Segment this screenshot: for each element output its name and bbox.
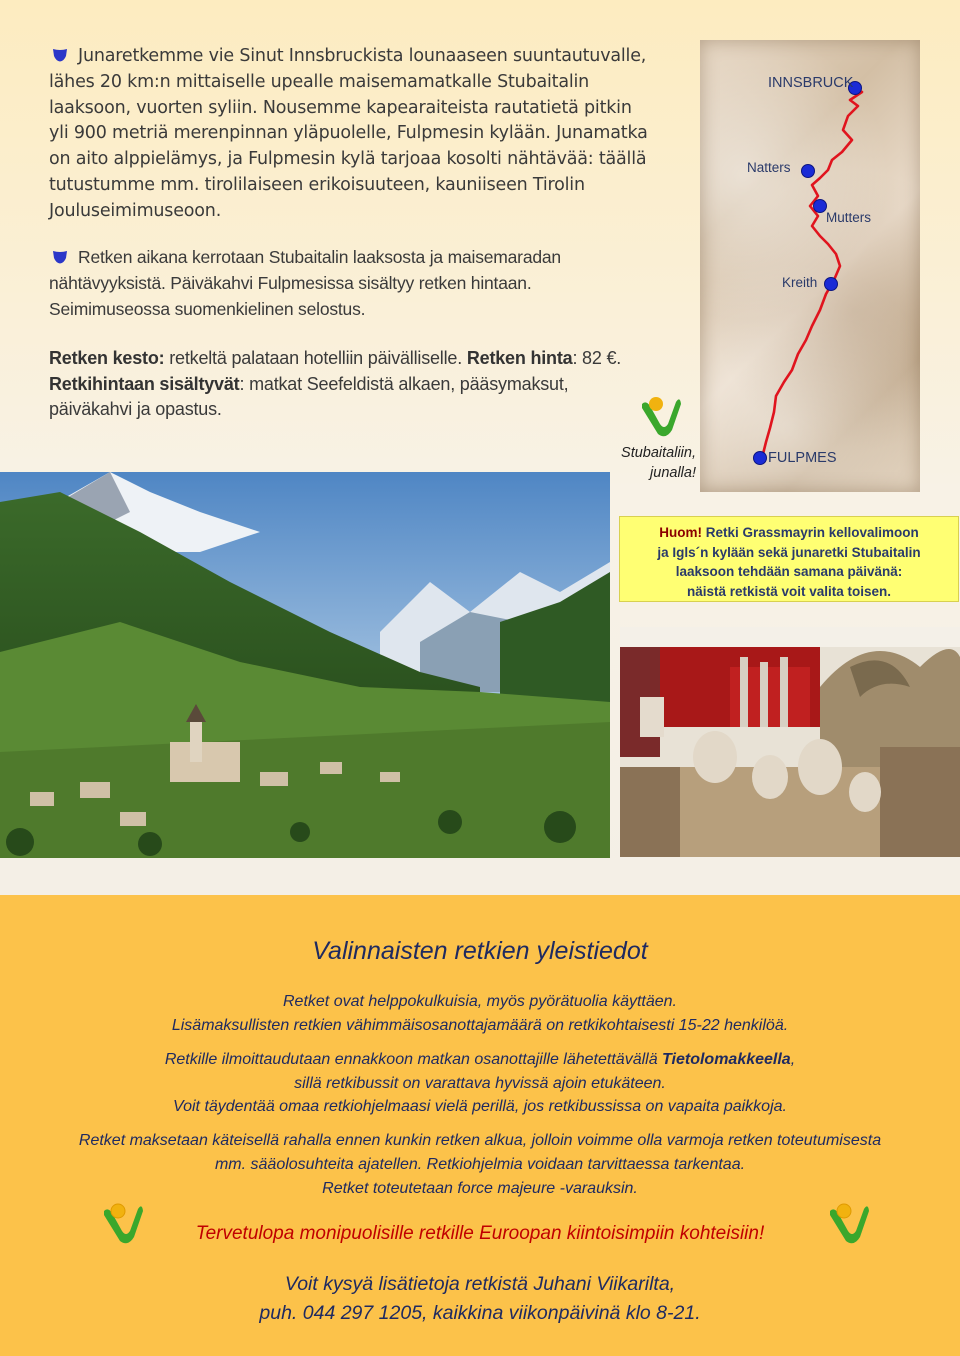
duration-text: retkeltä palataan hotelliin päivälliselle. (164, 348, 467, 368)
stop-natters (802, 165, 815, 178)
crib-museum-image (620, 627, 960, 857)
general-info-title: Valinnaisten retkien yleistiedot (312, 937, 648, 965)
shield-bullet-icon (52, 48, 68, 62)
contact-line-1: Voit kysyä lisätietoja retkistä Juhani Viikarilta, (284, 1273, 676, 1295)
includes-text: : matkat Seefeldistä alkaen, pääsymaksut, päiväkahvi ja opastus. (49, 373, 569, 419)
stubaital-valley-photo (0, 472, 610, 858)
info-line-5: Voit täydentää omaa retkiohjelmaasi vielä perillä, jos retkibussissa on vapaita paikkoja. (173, 1098, 787, 1115)
intro-paragraph-1: Junaretkemme vie Sinut Innsbruckista lounaaseen suuntautuvalle, lähes 20 km:n mittaiselle upealle maisemamatkalle Stubaitalin laaksoon, vuorten syliin. Nousemme kapearaiteista rautatietä pitkin yli 900 metriä merenpinnan yläpuolelle, Fulpmesin kylään. Junamatka on aito alppielämys, ja Fulpmesin kylä tarjoaa kosolti nähtävää: täällä tutustumme mm. tirolilaiseen erikoisuuteen, kauniiseen Tirolin Jouluseimimuseoon. (49, 46, 648, 221)
company-logo-icon (638, 390, 682, 438)
map-label-mutters: Mutters (826, 210, 872, 225)
info-line-4: sillä retkibussit on varattava hyvissä ajoin etukäteen. (294, 1075, 666, 1092)
contact-line-2: puh. 044 297 1205, kaikkina viikonpäivinä klo 8-21. (259, 1302, 701, 1324)
christmas-crib-museum-photo (620, 627, 960, 857)
info-line-1: Retket ovat helppokulkuisia, myös pyörätuolia käyttäen. (283, 993, 677, 1010)
trip-details (49, 346, 649, 423)
route-map (700, 40, 920, 492)
map-caption (600, 443, 696, 483)
shield-bullet-icon (52, 250, 68, 264)
route-map-drawing (700, 40, 920, 492)
caption-line-2: junalla! (650, 465, 696, 481)
map-label-fulpmes: FULPMES (768, 450, 837, 466)
notice-line-1: Huom! Retki Grassmayrin kellovalimoon (659, 525, 919, 540)
price-value: : 82 €. (572, 348, 622, 368)
valley-landscape-image (0, 472, 610, 858)
notice-line-2: ja Igls´n kylään sekä junaretki Stubaitalin (657, 544, 921, 560)
info-line-6: Retket maksetaan käteisellä rahalla ennen kunkin retken alkua, jolloin voimme olla varmoja retken toteutumisesta (78, 1132, 882, 1149)
notice-line-4: näistä retkistä voit valita toisen. (686, 583, 892, 599)
includes-label: Retkihintaan sisältyvät (49, 373, 240, 394)
stop-mutters (814, 200, 827, 213)
welcome-line: Tervetulopa monipuolisille retkille Euroopan kiintoisimpiin kohteisiin! (195, 1223, 765, 1244)
info-form-name: Tietolomakkeella (662, 1051, 791, 1068)
railway-route-line (762, 88, 862, 458)
caption-line-1: Stubaitaliin, (621, 445, 696, 461)
notice-line-3: laaksoon tehdään samana päivänä: (675, 564, 903, 579)
stop-kreith (825, 278, 838, 291)
info-line-3: Retkille ilmoittaudutaan ennakkoon matkan osanottajille lähetettävällä Tietolomakkeella, (164, 1051, 796, 1068)
map-label-innsbruck: INNSBRUCK (768, 75, 854, 91)
intro-paragraph-2: Retken aikana kerrotaan Stubaitalin laaksosta ja maisemaradan nähtävyyksistä. Päiväkahvi Fulpmesissa sisältyy retken hintaan. Seimimuseossa suomenkielinen selostus. (49, 247, 561, 319)
notice-huom: Huom! (659, 525, 702, 540)
price-label: Retken hinta (466, 348, 573, 368)
info-line-8: Retket toteutetaan force majeure -varauksin. (322, 1180, 638, 1197)
info-line-2: Lisämaksullisten retkien vähimmäisosanottajamäärä on retkikohtaisesti 15-22 henkilöä. (171, 1017, 789, 1034)
map-label-natters: Natters (747, 160, 791, 175)
info-line-7: mm. sääolosuhteita ajatellen. Retkiohjelmia voidaan tarvittaessa tarkentaa. (214, 1156, 746, 1173)
map-label-kreith: Kreith (782, 275, 818, 290)
company-logo-icon (826, 1197, 870, 1245)
duration-label: Retken kesto: (49, 348, 165, 368)
notice-box (619, 516, 959, 602)
stop-fulpmes (754, 452, 767, 465)
